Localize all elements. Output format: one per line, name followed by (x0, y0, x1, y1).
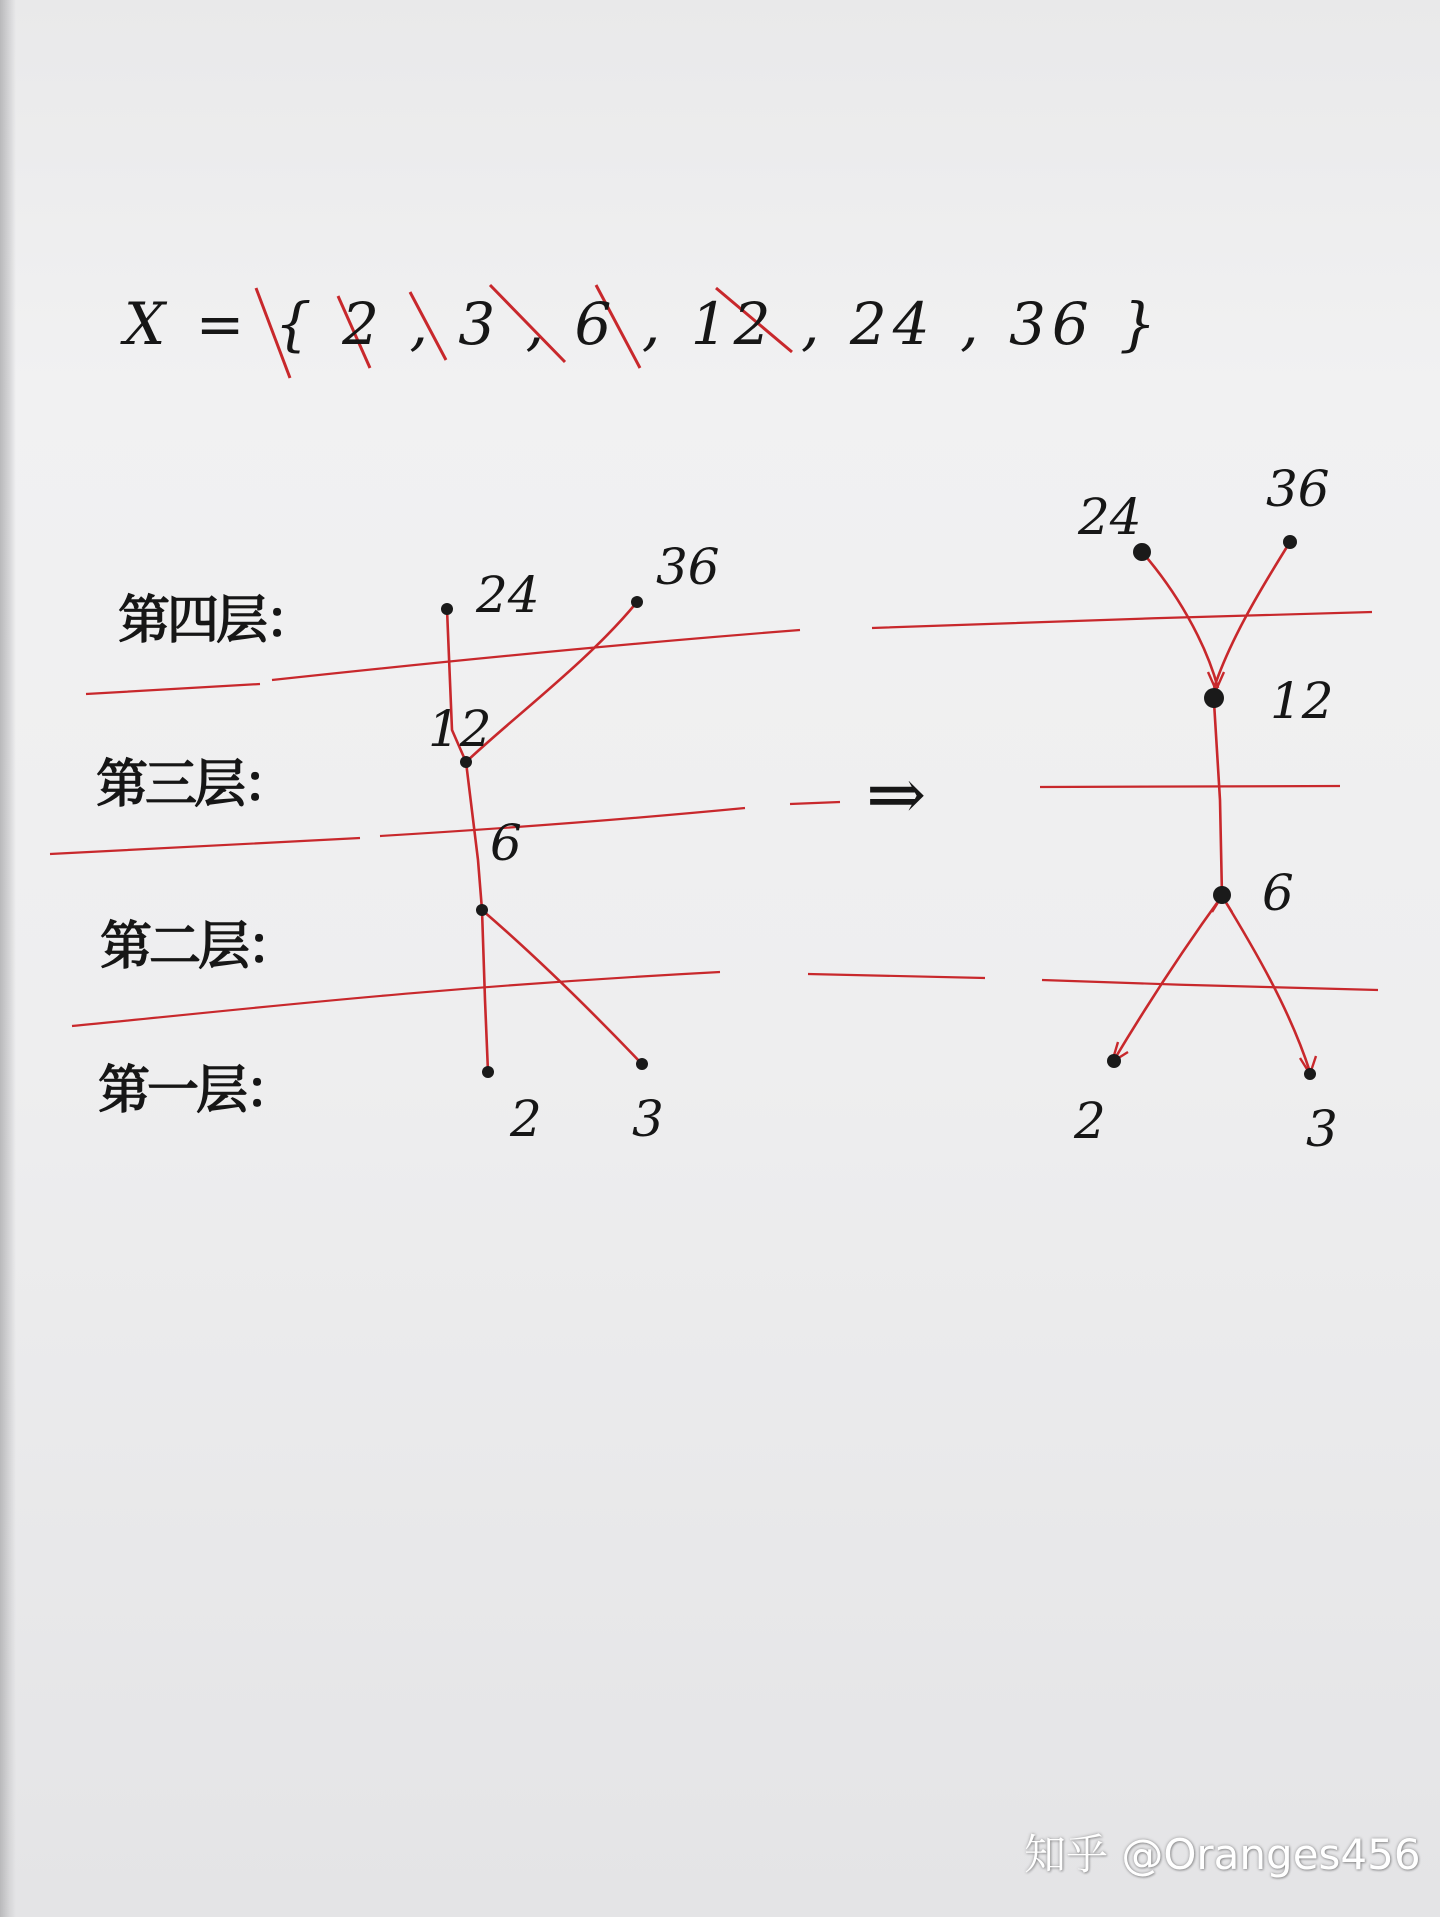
edge-12-6-right (1214, 702, 1222, 896)
node-36-right (1283, 535, 1297, 549)
right-edges (1114, 542, 1310, 1072)
label-6-right: 6 (1262, 864, 1294, 922)
layer-label-4: 第四层： (118, 591, 315, 651)
edge-6-3-left (482, 910, 642, 1064)
layer-label-2: 第二层： (100, 917, 297, 977)
separator-3-2-right (1040, 786, 1340, 787)
node-36-left (631, 596, 643, 608)
separator-4-3-right (872, 612, 1372, 628)
node-6-left (476, 904, 488, 916)
node-2-left (482, 1066, 494, 1078)
node-3-left (636, 1058, 648, 1070)
edge-6-2-left (482, 910, 488, 1072)
edge-6-3-right (1222, 896, 1310, 1072)
separator-2-1-left (72, 972, 720, 1026)
node-2-right (1107, 1054, 1121, 1068)
set-expression: X = { 2 , 3 , 6 , 12 , 24 , 36 } (124, 290, 1163, 358)
edge-12-6-left (466, 762, 482, 910)
label-3-left: 3 (632, 1090, 664, 1148)
label-36-right: 36 (1266, 460, 1330, 518)
label-6-left: 6 (490, 814, 522, 872)
layer-label-1: 第一层： (98, 1061, 295, 1121)
label-12-right: 12 (1270, 672, 1334, 730)
label-24-right: 24 (1078, 488, 1142, 546)
implies-arrow: ⇒ (866, 752, 927, 836)
label-2-left: 2 (510, 1090, 542, 1148)
edge-6-2-right (1114, 896, 1222, 1060)
watermark: 知乎 @Oranges456 (1024, 1830, 1421, 1879)
label-24-left: 24 (476, 566, 540, 624)
label-36-left: 36 (656, 538, 720, 596)
left-nodes (441, 596, 648, 1078)
node-3-right (1304, 1068, 1316, 1080)
edge-36-12-left (466, 602, 637, 762)
left-edges (447, 602, 642, 1072)
separator-2-1-right (808, 974, 1378, 990)
label-2-right: 2 (1074, 1092, 1106, 1150)
edge-24-12-right (1142, 552, 1218, 688)
label-3-right: 3 (1306, 1100, 1338, 1158)
layer-label-3: 第三层： (96, 755, 293, 815)
node-6-right (1213, 886, 1231, 904)
node-12-right (1204, 688, 1224, 708)
node-24-left (441, 603, 453, 615)
label-12-left: 12 (428, 700, 492, 758)
